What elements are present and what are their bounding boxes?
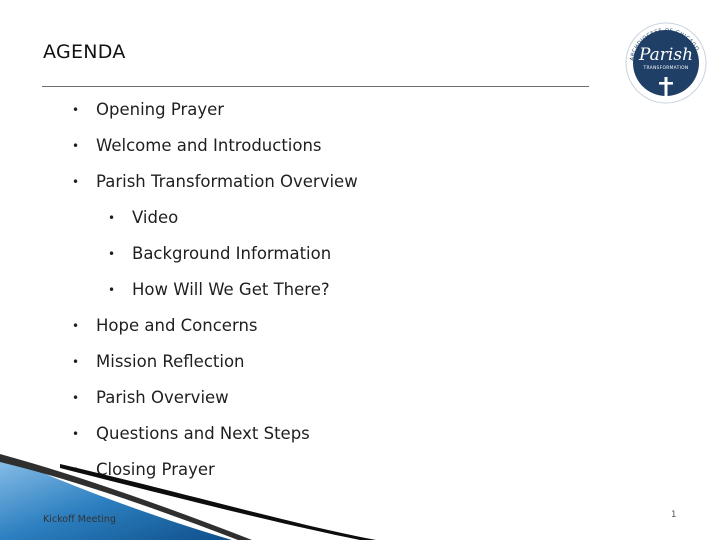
bullet-icon: • xyxy=(72,319,80,333)
bullet-icon: • xyxy=(108,283,116,297)
agenda-item xyxy=(72,314,258,338)
bullet-icon: • xyxy=(72,391,80,405)
slide-title: AGENDA xyxy=(43,41,126,63)
bullet-icon: • xyxy=(72,355,80,369)
agenda-item xyxy=(72,170,358,194)
logo-ring-text: ARCHDIOCESE OF CHICAGO xyxy=(629,27,700,62)
agenda-item-label: Welcome and Introductions xyxy=(96,136,322,155)
agenda-item-label: Hope and Concerns xyxy=(96,316,258,335)
bullet-icon: • xyxy=(72,139,80,153)
agenda-item-label: Parish Overview xyxy=(96,388,229,407)
agenda-subitem xyxy=(108,278,330,302)
agenda-item-label: Mission Reflection xyxy=(96,352,245,371)
bullet-icon: • xyxy=(72,103,80,117)
agenda-item-label: Background Information xyxy=(132,244,332,263)
agenda-item-label: How Will We Get There? xyxy=(132,280,330,299)
bullet-icon: • xyxy=(108,211,116,225)
page-number: 1 xyxy=(671,510,677,520)
bullet-icon: • xyxy=(72,427,80,441)
agenda-item-label: Parish Transformation Overview xyxy=(96,172,358,191)
agenda-item-label: Video xyxy=(132,208,179,227)
agenda-item-label: Closing Prayer xyxy=(96,460,215,479)
bullet-icon: • xyxy=(72,175,80,189)
title-divider xyxy=(42,86,589,87)
logo-sub-text: TRANSFORMATION xyxy=(643,66,689,71)
agenda-subitem xyxy=(108,206,178,230)
agenda-item xyxy=(72,98,224,122)
footer-swoosh xyxy=(0,450,720,540)
agenda-subitem xyxy=(108,242,331,266)
parish-transformation-logo xyxy=(624,15,708,105)
agenda-item xyxy=(72,350,245,374)
agenda-item xyxy=(72,134,322,158)
agenda-item-label: Questions and Next Steps xyxy=(96,424,310,443)
footer-text: Kickoff Meeting xyxy=(43,514,116,525)
bullet-icon: • xyxy=(108,247,116,261)
logo-script-text: Parish xyxy=(638,45,694,65)
agenda-item xyxy=(72,386,229,410)
agenda-item-label: Opening Prayer xyxy=(96,100,225,119)
agenda-item xyxy=(72,422,310,446)
